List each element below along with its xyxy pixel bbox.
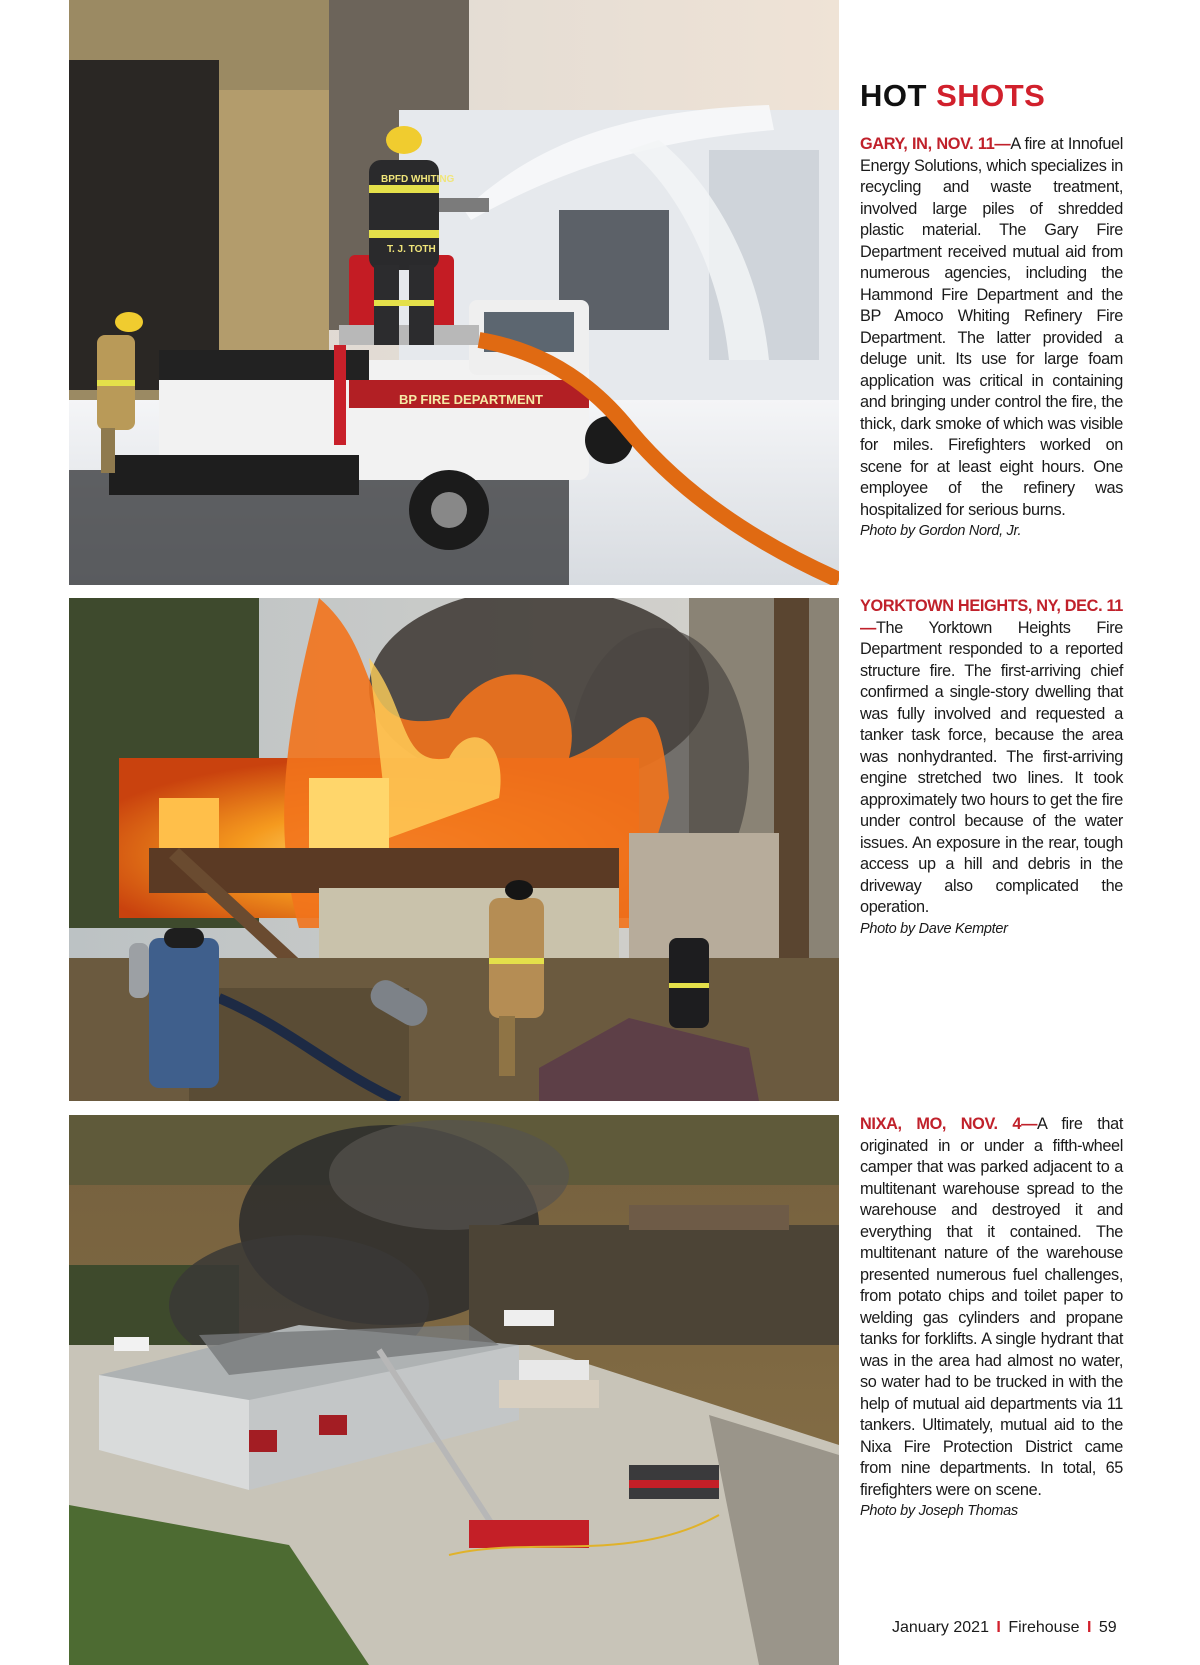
photo-nixa-warehouse-aerial: [69, 1115, 839, 1665]
magazine-name: Firehouse: [1008, 1619, 1080, 1636]
story-gary: [860, 134, 1123, 543]
page-number: 59: [1098, 1619, 1117, 1636]
coat-name-text: T. J. TOTH: [387, 244, 436, 255]
story-location: GARY, IN, NOV. 11—: [860, 135, 1011, 153]
story-location: NIXA, MO, NOV. 4—: [860, 1115, 1038, 1133]
story-location: YORKTOWN HEIGHTS, NY, DEC. 11—: [860, 597, 1123, 637]
page-footer: [892, 1619, 1117, 1637]
story-yorktown-heights: [860, 596, 1123, 940]
heading-shots: SHOTS: [936, 78, 1046, 113]
section-heading: [860, 80, 1045, 111]
story-body: The Yorktown Heights Fire Department responded to a reported structure fire. The first-arriving chief confirmed a single-story dwelling that was fully involved and requested a tanker task force, because the area was nonhydranted. The first-arriving engine stretched two lines. It took approximately two hours to get the fire under control because of the water issues. An exposure in the rear, tough access up a hill and debris in the driveway also complicated the operation.: [860, 618, 1123, 916]
story-nixa: [860, 1114, 1123, 1523]
issue-date: January 2021: [892, 1619, 989, 1636]
story-body: A fire that originated in or under a fifth-wheel camper that was parked adjacent to a multitenant warehouse spread to the warehouse and destroyed it and everything that it contained. The multitenant nature of the warehouse presented numerous fuel challenges, from potato chips and toilet paper to welding gas cylinders and propane tanks for forklifts. A single hydrant that was in the area had almost no water, so water had to be trucked in with the help of mutual aid departments via 11 tankers. Ultimately, mutual aid to the Nixa Fire Protection District came from nine departments. In total, 65 firefighters were on scene.: [860, 1115, 1123, 1499]
photo-credit: Photo by Gordon Nord, Jr.: [860, 523, 1022, 539]
heading-hot: HOT: [860, 78, 927, 113]
photo-yorktown-house-fire: [69, 598, 839, 1101]
photo-gary-foam-deluge: [69, 0, 839, 585]
photo-credit: Photo by Dave Kempter: [860, 920, 1008, 937]
footer-separator: I: [996, 1619, 1001, 1636]
helmet-text: BPFD WHITING: [381, 174, 455, 185]
footer-separator: I: [1086, 1619, 1092, 1636]
photo-credit: Photo by Joseph Thomas: [860, 1503, 1018, 1519]
story-body: A fire at Innofuel Energy Solutions, which specializes in recycling and waste treatment, involved large piles of shredded plastic material. The Gary Fire Department received mutual aid from numerous agencies, including the Hammond Fire Department and the BP Amoco Whiting Refinery Fire Department. The latter provided a deluge unit. Its use for large foam application was critical in containing and bringing under control the fire, the thick, dark smoke of which was visible for miles. Firefighters worked on scene for at least eight hours. One employee of the refinery was hospitalized for serious burns.: [860, 135, 1123, 519]
truck-door-text: BP FIRE DEPARTMENT: [399, 392, 543, 407]
